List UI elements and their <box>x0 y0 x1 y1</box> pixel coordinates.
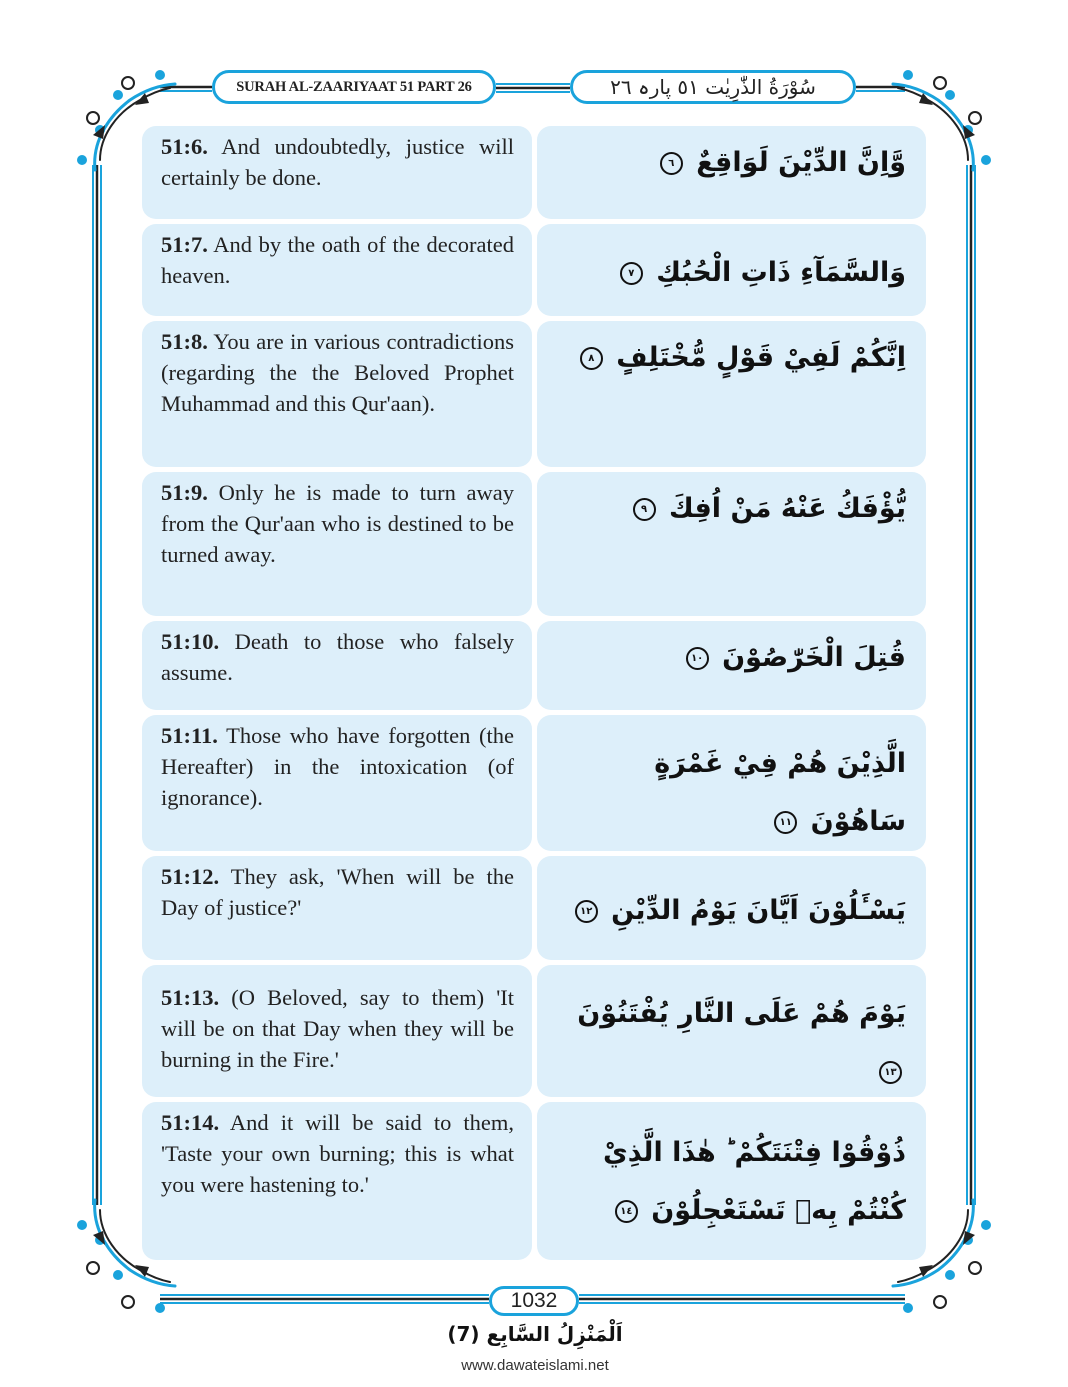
surah-title-arabic: سُوْرَةُ الذّٰرِيٰت ٥١ پارہ ٢٦ <box>570 70 856 104</box>
verse-row <box>142 856 926 960</box>
arabic-verse: يُّؤْفَكُ عَنْهُ مَنْ اُفِكَ <box>668 493 906 524</box>
ayah-number-marker: ٧ <box>620 262 643 285</box>
translation-cell <box>142 965 532 1097</box>
ayah-number-marker: ٩ <box>633 498 656 521</box>
verse-ref: 51:14. <box>161 1110 220 1135</box>
website-url[interactable]: www.dawateislami.net <box>461 1357 609 1374</box>
arabic-cell <box>537 856 926 960</box>
manzil-label: اَلْمَنْزِلُ السَّابِع (7) <box>447 1322 623 1346</box>
verse-translation: You are in various contradictions (regarding the the Beloved Prophet Muhammad and this Qur'aan). <box>161 329 514 416</box>
verse-row <box>142 472 926 616</box>
translation-cell <box>142 621 532 710</box>
verse-translation: Those who have forgotten (the Hereafter) in the intoxication (of ignorance). <box>161 723 514 810</box>
verse-row <box>142 321 926 467</box>
verse-ref: 51:11. <box>161 723 218 748</box>
verse-translation: They ask, 'When will be the Day of justice?' <box>161 864 515 920</box>
translation-cell <box>142 1102 532 1260</box>
arabic-verse: ذُوْقُوْا فِتْنَتَكُمْ ؕ هٰذَا الَّذِيْ كُنْتُمْ بِهٖ تَسْتَعْجِلُوْنَ <box>602 1137 906 1226</box>
arabic-cell <box>537 224 926 316</box>
arabic-verse: يَوْمَ هُمْ عَلَى النَّارِ يُفْتَنُوْنَ <box>577 998 906 1029</box>
verse-translation: (O Beloved, say to them) 'It will be on that Day when they will be burning in the Fire.' <box>161 985 514 1072</box>
ayah-number-marker: ٨ <box>580 347 603 370</box>
ayah-number-marker: ١٤ <box>615 1200 638 1223</box>
arabic-verse: وَّاِنَّ الدِّيْنَ لَوَاقِعٌ <box>696 147 906 178</box>
ayah-number-marker: ٦ <box>660 152 683 175</box>
arabic-cell <box>537 1102 926 1260</box>
arabic-verse: يَسْـَٔلُوْنَ اَيَّانَ يَوْمُ الدِّيْنِ <box>611 895 906 926</box>
arabic-verse: وَالسَّمَآءِ ذَاتِ الْحُبُكِ <box>656 257 906 288</box>
verse-row <box>142 224 926 316</box>
arabic-cell <box>537 621 926 710</box>
verse-translation: And by the oath of the decorated heaven. <box>161 232 514 288</box>
translation-cell <box>142 224 532 316</box>
verse-translation: And undoubtedly, justice will certainly be done. <box>161 134 515 190</box>
verse-row <box>142 715 926 851</box>
surah-title-english: SURAH AL-ZAARIYAAT 51 PART 26 <box>212 70 496 104</box>
ayah-number-marker: ١٣ <box>879 1061 902 1084</box>
verse-row <box>142 1102 926 1260</box>
arabic-verse: الَّذِيْنَ هُمْ فِيْ غَمْرَةٍ سَاهُوْنَ <box>654 748 906 837</box>
arabic-verse: قُتِلَ الْخَرّٰصُوْنَ <box>722 642 906 673</box>
translation-cell <box>142 472 532 616</box>
verse-translation: Only he is made to turn away from the Qur'aan who is destined to be turned away. <box>161 480 515 567</box>
verse-translation: And it will be said to them, 'Taste your own burning; this is what you were hastening to.' <box>161 1110 514 1197</box>
arabic-verse: اِنَّكُمْ لَفِيْ قَوْلٍ مُّخْتَلِفٍ <box>616 342 906 373</box>
arabic-cell <box>537 126 926 219</box>
arabic-cell <box>537 472 926 616</box>
translation-cell <box>142 126 532 219</box>
verse-ref: 51:7. <box>161 232 208 257</box>
translation-cell <box>142 715 532 851</box>
verse-row <box>142 126 926 219</box>
ayah-number-marker: ١٠ <box>686 647 709 670</box>
verse-row <box>142 621 926 710</box>
arabic-cell <box>537 715 926 851</box>
verse-ref: 51:13. <box>161 985 220 1010</box>
verse-ref: 51:6. <box>161 134 208 159</box>
ayah-number-marker: ١١ <box>774 811 797 834</box>
arabic-cell <box>537 321 926 467</box>
arabic-cell <box>537 965 926 1097</box>
verse-row <box>142 965 926 1097</box>
verse-ref: 51:10. <box>161 629 220 654</box>
page-number: 1032 <box>489 1286 579 1316</box>
verse-ref: 51:12. <box>161 864 220 889</box>
verse-ref: 51:8. <box>161 329 208 354</box>
ayah-number-marker: ١٢ <box>575 900 598 923</box>
translation-cell <box>142 856 532 960</box>
verse-ref: 51:9. <box>161 480 208 505</box>
translation-cell <box>142 321 532 467</box>
verse-translation: Death to those who falsely assume. <box>161 629 514 685</box>
